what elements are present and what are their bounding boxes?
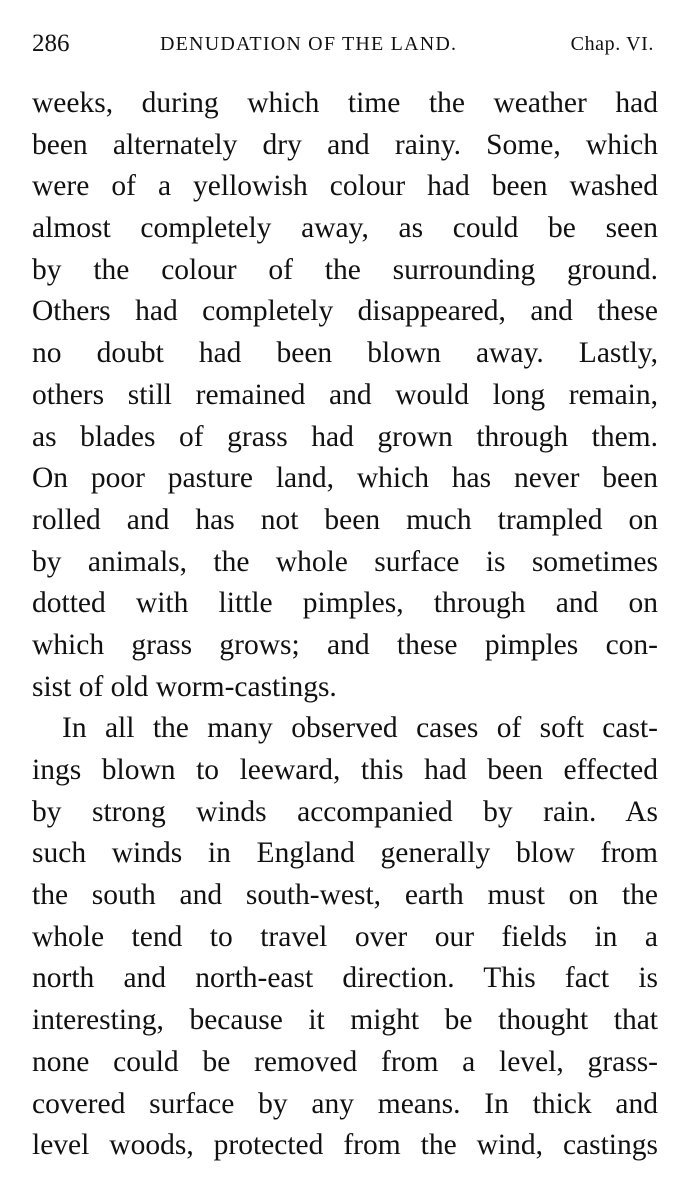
text-line: which grass grows; and these pimples con- [32, 628, 658, 661]
text-line: north and north-east direction. This fact is [32, 962, 658, 995]
page-number: 286 [32, 30, 70, 57]
text-line: no doubt had been blown away. Lastly, [32, 337, 658, 370]
running-title: DENUDATION OF THE LAND. [160, 33, 458, 55]
text-line: level woods, protected from the wind, castings [32, 1129, 658, 1162]
paragraph-2 [32, 708, 658, 1167]
paragraph-1 [32, 83, 658, 708]
text-line: ings blown to leeward, this had been effected [32, 754, 658, 786]
text-line: such winds in England generally blow from [32, 837, 658, 870]
chapter-label: Chap. VI. [570, 33, 654, 55]
text-line: weeks, during which time the weather had [32, 87, 658, 119]
text-line: dotted with little pimples, through and on [32, 587, 658, 620]
text-line: almost completely away, as could be seen [32, 212, 658, 245]
text-line: been alternately dry and rainy. Some, which [32, 128, 658, 161]
text-line: as blades of grass had grown through them. [32, 420, 658, 453]
text-line: the south and south-west, earth must on the [32, 879, 658, 912]
text-line: rolled and has not been much trampled on [32, 503, 658, 536]
body-text [32, 83, 658, 1167]
text-line: others still remained and would long remain, [32, 378, 658, 411]
text-line: were of a yellowish colour had been washed [32, 170, 658, 203]
text-line: by strong winds accompanied by rain. As [32, 795, 658, 828]
text-line: none could be removed from a level, grass- [32, 1045, 658, 1078]
text-line: interesting, because it might be thought that [32, 1004, 658, 1037]
text-line: Others had completely disappeared, and these [32, 295, 658, 328]
text-line: whole tend to travel over our fields in a [32, 920, 658, 953]
running-header [32, 26, 656, 62]
text-line: sist of old worm-castings. [32, 670, 337, 703]
text-line: by the colour of the surrounding ground. [32, 253, 658, 286]
text-line: On poor pasture land, which has never been [32, 462, 658, 495]
text-line: by animals, the whole surface is sometimes [32, 545, 658, 578]
text-line: In all the many observed cases of soft cast- [62, 712, 658, 745]
text-line: covered surface by any means. In thick and [32, 1087, 658, 1120]
